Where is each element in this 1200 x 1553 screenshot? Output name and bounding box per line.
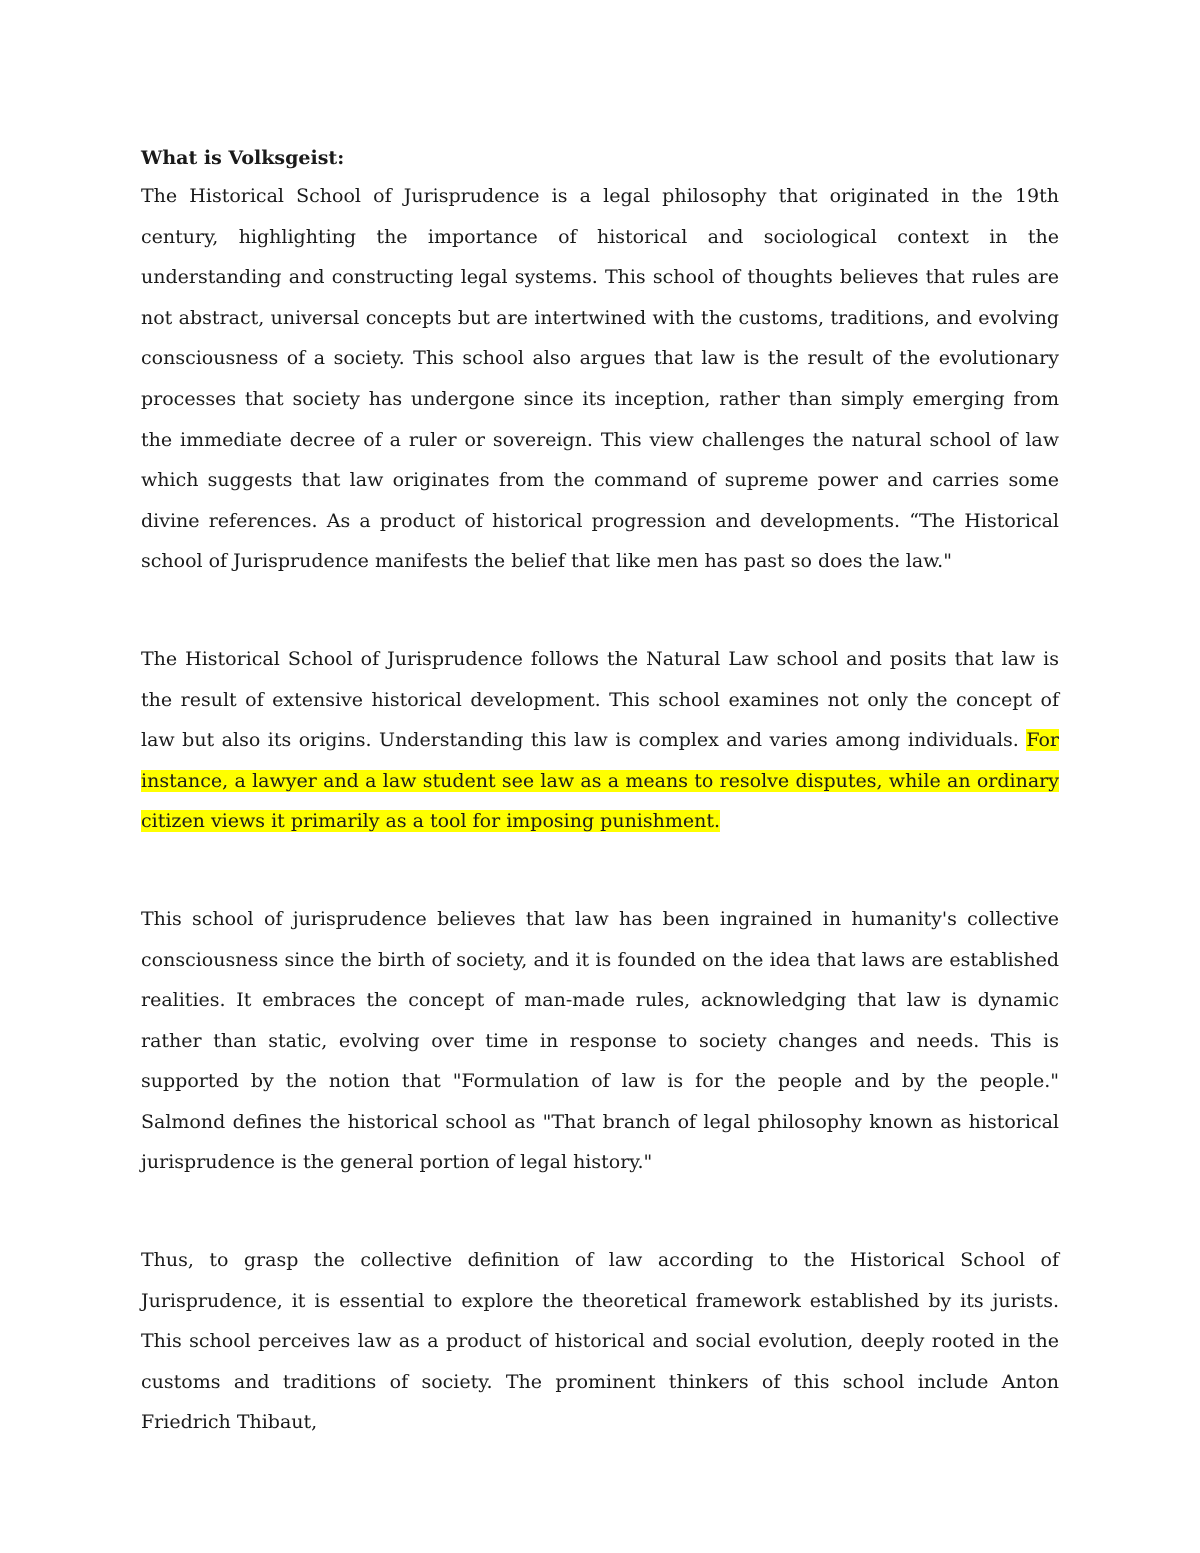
paragraph-2 [141, 639, 1059, 842]
document-body [141, 140, 1059, 1443]
paragraph-4: Thus, to grasp the collective definition of law according to the Historical School of Jurisprudence, it is essential to explore the theoretical framework established by its jurists. This school perceives law as a product of historical and social evolution, deeply rooted in the customs and traditions of society. The prominent thinkers of this school include Anton Friedrich Thibaut, [141, 1249, 1059, 1434]
paragraph-2-text: The Historical School of Jurisprudence follows the Natural Law school and posits that law is the result of extensive historical development. This school examines not only the concept of law but also its origins. Understanding this law is complex and varies among individuals. [141, 647, 1059, 752]
section-heading: What is Volksgeist: [141, 147, 345, 169]
highlighted-text: For instance, a lawyer and a law student see law as a means to resolve disputes, while an ordinary citizen views it primarily as a tool for imposing punishment. [141, 729, 1059, 833]
paragraph-1: The Historical School of Jurisprudence is a legal philosophy that originated in the 19th century, highlighting the importance of historical and sociological context in the understanding and constructing legal systems. This school of thoughts believes that rules are not abstract, universal concepts but are intertwined with the customs, traditions, and evolving consciousness of a society. This school also argues that law is the result of the evolutionary processes that society has undergone since its inception, rather than simply emerging from the immediate decree of a ruler or sovereign. This view challenges the natural school of law which suggests that law originates from the command of supreme power and carries some divine references. As a product of historical progression and developments. “The Historical school of Jurisprudence manifests the belief that like men has past so does the law." [141, 185, 1059, 573]
paragraph-3: This school of jurisprudence believes that law has been ingrained in humanity's collective consciousness since the birth of society, and it is founded on the idea that laws are established realities. It embraces the concept of man-made rules, acknowledging that law is dynamic rather than static, evolving over time in response to society changes and needs. This is supported by the notion that "Formulation of law is for the people and by the people." Salmond defines the historical school as "That branch of legal philosophy known as historical jurisprudence is the general portion of legal history." [141, 907, 1059, 1174]
